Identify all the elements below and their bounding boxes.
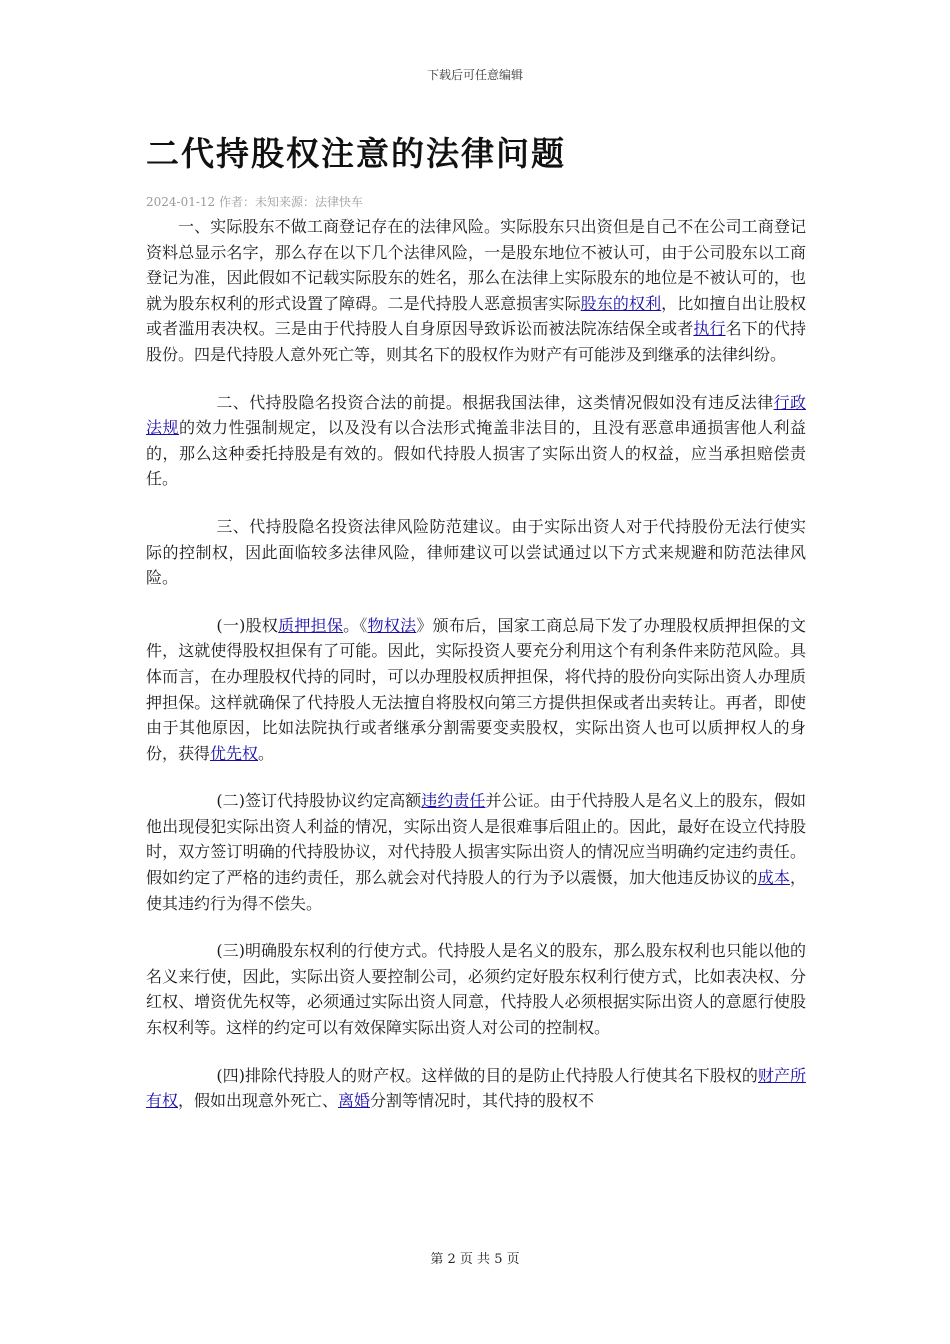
- text: 。: [258, 743, 275, 763]
- paragraph-4: [146, 613, 806, 767]
- link-pledge-guarantee[interactable]: 质押担保: [278, 615, 344, 635]
- text: 的效力性强制规定，以及没有以合法形式掩盖非法目的，且没有恶意串通损害他人利益的，那么这种委托持股是有效的。假如代持股人损害了实际出资人的权益，应当承担赔偿责任。: [146, 418, 806, 489]
- text: ，假如出现意外死亡、: [178, 1091, 339, 1111]
- text: 二、代持股隐名投资合法的前提。根据我国法律，这类情况假如没有违反法律: [216, 392, 774, 412]
- text: (四)排除代持股人的财产权。这样做的目的是防止代持股人行使其名下股权的: [216, 1065, 758, 1085]
- text: 。《: [343, 615, 368, 635]
- link-shareholder-rights[interactable]: 股东的权利: [580, 293, 662, 313]
- link-divorce[interactable]: 离婚: [338, 1091, 371, 1111]
- link-breach-liability[interactable]: 违约责任: [421, 791, 486, 811]
- text: 三、代持股隐名投资法律风险防范建议。由于实际出资人对于代持股份无法行使实际的控制权，因此面临较多法律风险，律师建议可以尝试通过以下方式来规避和防范法律风险。: [146, 516, 806, 588]
- link-priority-right[interactable]: 优先权: [210, 743, 259, 763]
- text: 名下的代持股份。四是代持股人意外死亡等，则其名下的股权作为财产有可能涉及到继承的法律纠纷。: [146, 319, 806, 364]
- paragraph-5: [146, 788, 806, 916]
- page-number: 第 2 页 共 5 页: [430, 1252, 520, 1267]
- paragraph-1: [146, 214, 806, 368]
- text: (三)明确股东权利的行使方式。代持股人是名义的股东，那么股东权利也只能以他的名义来行使，因此，实际出资人要控制公司，必须约定好股东权利行使方式，比如表决权、分红权、增资优先权等，必须通过实际出资人同意，代持股人必须根据实际出资人的意愿行使股东权利等。这样的约定可以有效保障实际出资人对公司的控制权。: [146, 941, 806, 1038]
- text: (一)股权: [216, 615, 279, 635]
- link-cost[interactable]: 成本: [757, 868, 790, 888]
- link-property-ownership[interactable]: 财产所有权: [146, 1065, 806, 1111]
- text: 一、实际股东不做工商登记存在的法律风险。实际股东只出资但是自己不在公司工商登记资料总显示名字，那么存在以下几个法律风险，一是股东地位不被认可，由于公司股东以工商登记为准，因此假如不记载实际股东的姓名，那么在法律上实际股东的地位是不被认可的，也就为股东权利的形式设置了障碍。二是代持股人恶意损害实际: [146, 217, 806, 313]
- page-header-note: 下载后可任意编辑: [426, 68, 523, 82]
- article-meta: 2024-01-12 作者：未知来源：法律快车: [146, 195, 364, 209]
- article-title: 二代持股权注意的法律问题: [146, 134, 566, 173]
- text: (二)签订代持股协议约定高额: [216, 791, 422, 811]
- paragraph-3: [146, 514, 806, 591]
- link-property-law[interactable]: 物权法: [367, 615, 417, 635]
- text: ，使其违约行为得不偿失。: [146, 868, 806, 913]
- paragraph-6: [146, 938, 806, 1040]
- link-execution[interactable]: 执行: [693, 319, 726, 339]
- link-administrative-regulations[interactable]: 行政法规: [146, 392, 806, 438]
- text: ，比如擅自出让股权或者滥用表决权。三是由于代持股人自身原因导致诉讼而被法院冻结保全或者: [146, 293, 806, 339]
- paragraph-2: [146, 390, 806, 492]
- text: 分割等情况时，其代持的股权不: [370, 1091, 595, 1111]
- text: 》颁布后，国家工商总局下发了办理股权质押担保的文件，这就使得股权担保有了可能。因此，实际投资人要充分利用这个有利条件来防范风险。具体而言，在办理股权代持的同时，可以办理股权质押担保，将代持的股份向实际出资人办理质押担保。这样就确保了代持股人无法擅自将股权向第三方提供担保或者出卖转让。再者，即使由于其他原因，比如法院执行或者继承分割需要变卖股权，实际出资人也可以质押权人的身份，获得: [146, 615, 806, 763]
- article-body: [146, 214, 806, 1136]
- text: 并公证。由于代持股人是名义上的股东，假如他出现侵犯实际出资人利益的情况，实际出资人是很难事后阻止的。因此，最好在设立代持股时，双方签订明确的代持股协议，对代持股人损害实际出资人的情况应当明确约定违约责任。假如约定了严格的违约责任，那么就会对代持股人的行为予以震慑，加大他违反协议的: [146, 791, 806, 888]
- paragraph-7: [146, 1063, 806, 1114]
